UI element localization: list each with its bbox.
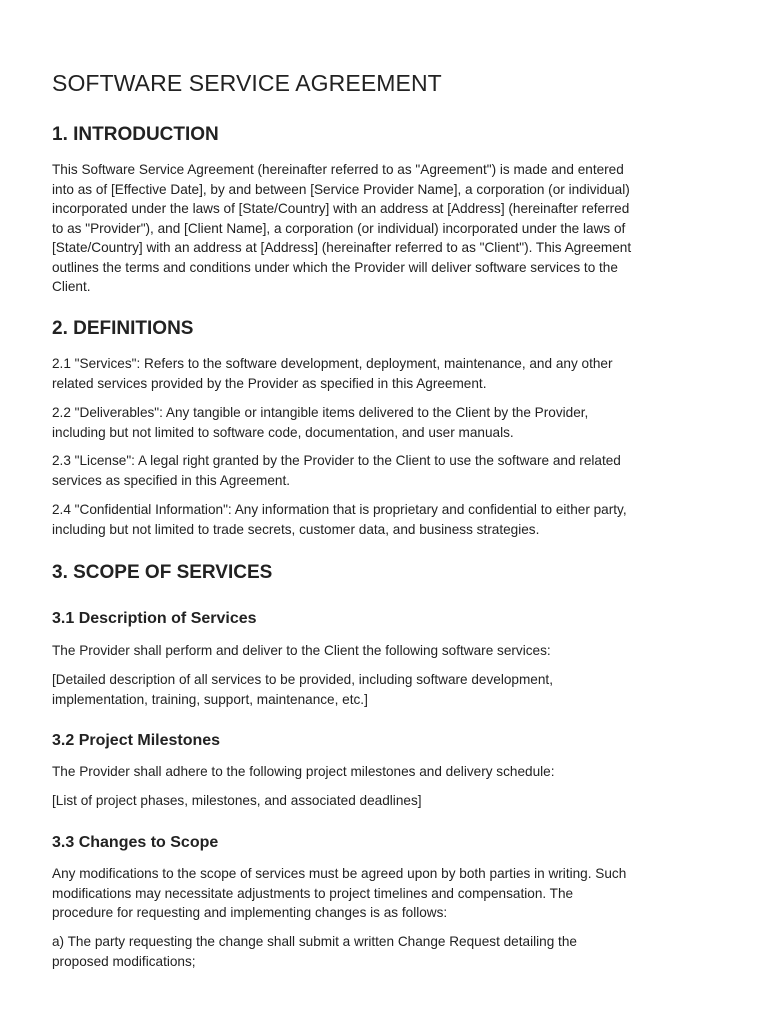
introduction-paragraph bbox=[52, 160, 720, 297]
description-intro bbox=[52, 641, 720, 661]
milestones-intro bbox=[52, 762, 720, 782]
text-line: 2.2 "Deliverables": Any tangible or intangible items delivered to the Client by the Provider, bbox=[52, 405, 589, 420]
text-line: modifications may necessitate adjustments to project timelines and compensation. The bbox=[52, 885, 574, 901]
text-line: to as "Provider"), and [Client Name], a corporation (or individual) incorporated under the laws of bbox=[52, 220, 626, 236]
text-line: 2.1 "Services": Refers to the software development, deployment, maintenance, and any other bbox=[52, 356, 613, 371]
definition-confidential-information bbox=[52, 500, 720, 539]
text-line: procedure for requesting and implementing changes is as follows: bbox=[52, 905, 448, 920]
document-title: SOFTWARE SERVICE AGREEMENT bbox=[52, 70, 442, 96]
text-line: including but not limited to trade secrets, customer data, and business strategies. bbox=[52, 521, 540, 537]
text-line: into as of [Effective Date], by and between [Service Provider Name], a corporation (or individual) bbox=[52, 181, 630, 197]
text-line: related services provided by the Provider as specified in this Agreement. bbox=[52, 375, 487, 391]
text-line: outlines the terms and conditions under which the Provider will deliver software services to the bbox=[52, 259, 618, 275]
section-heading-introduction: 1. INTRODUCTION bbox=[52, 124, 219, 145]
section-heading-scope: 3. SCOPE OF SERVICES bbox=[52, 562, 273, 583]
subsection-heading-description: 3.1 Description of Services bbox=[52, 610, 257, 627]
text-line: including but not limited to software code, documentation, and user manuals. bbox=[52, 424, 514, 440]
description-placeholder bbox=[52, 670, 720, 709]
text-line: [List of project phases, milestones, and associated deadlines] bbox=[52, 793, 422, 808]
text-line: implementation, training, support, maintenance, etc.] bbox=[52, 691, 368, 707]
changes-item-a bbox=[52, 932, 720, 971]
text-line: 2.3 "License": A legal right granted by the Provider to the Client to use the software and related bbox=[52, 453, 621, 468]
definition-license bbox=[52, 451, 720, 490]
text-line: a) The party requesting the change shall submit a written Change Request detailing the bbox=[52, 934, 577, 949]
text-line: Any modifications to the scope of services must be agreed upon by both parties in writing. Such bbox=[52, 866, 627, 881]
definition-deliverables bbox=[52, 403, 720, 442]
text-line: The Provider shall adhere to the following project milestones and delivery schedule: bbox=[52, 764, 555, 779]
text-line: incorporated under the laws of [State/Country] with an address at [Address] (hereinafter referred bbox=[52, 201, 630, 216]
text-line: services as specified in this Agreement. bbox=[52, 472, 291, 488]
subsection-heading-changes: 3.3 Changes to Scope bbox=[52, 834, 219, 851]
section-heading-definitions: 2. DEFINITIONS bbox=[52, 318, 194, 339]
milestones-placeholder bbox=[52, 791, 720, 811]
text-line: [State/Country] with an address at [Address] (hereinafter referred to as "Client"). This Agreement bbox=[52, 240, 632, 255]
definition-services bbox=[52, 354, 720, 393]
subsection-heading-milestones: 3.2 Project Milestones bbox=[52, 732, 221, 749]
text-line: 2.4 "Confidential Information": Any information that is proprietary and confidential to either party, bbox=[52, 502, 627, 517]
text-line: proposed modifications; bbox=[52, 953, 196, 969]
text-line: [Detailed description of all services to be provided, including software development, bbox=[52, 672, 553, 687]
text-line: Client. bbox=[52, 279, 91, 294]
text-line: The Provider shall perform and deliver to the Client the following software services: bbox=[52, 643, 551, 658]
text-line: This Software Service Agreement (hereinafter referred to as "Agreement") is made and entered bbox=[52, 162, 624, 177]
changes-paragraph bbox=[52, 864, 720, 923]
